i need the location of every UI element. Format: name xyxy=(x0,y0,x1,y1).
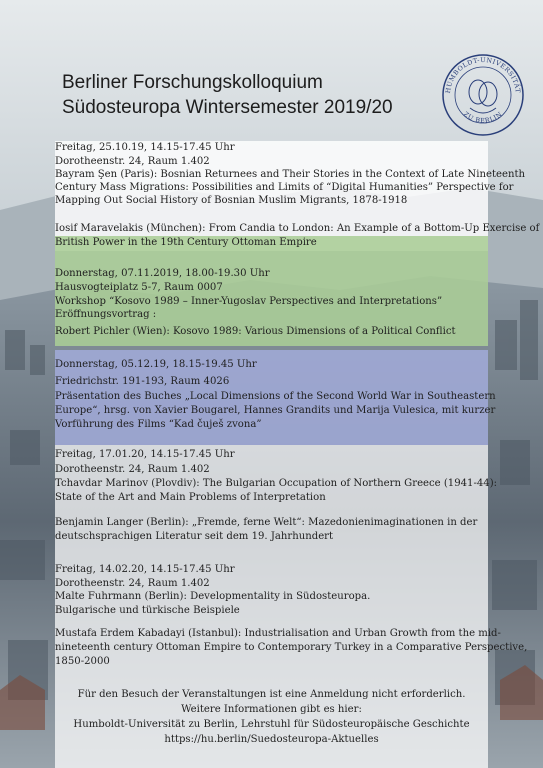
talk-line: nineteenth century Ottoman Empire to Contemporary Turkey in a Comparative Perspective, xyxy=(55,642,528,653)
event-place: Friedrichstr. 191-193, Raum 4026 xyxy=(55,376,230,387)
event-line: Vorführung des Films “Kad čuješ zvona” xyxy=(55,419,262,430)
talk-line: State of the Art and Main Problems of Interpretation xyxy=(55,492,326,503)
footer-line: Weitere Informationen gibt es hier: xyxy=(181,704,362,715)
event-date: Freitag, 14.02.20, 14.15-17.45 Uhr xyxy=(55,564,235,575)
event-line: Eröffnungsvortrag : xyxy=(55,309,157,320)
talk-line: Mustafa Erdem Kabadayi (Istanbul): Industrialisation and Urban Growth from the mid- xyxy=(55,628,501,639)
event-date: Donnerstag, 05.12.19, 18.15-19.45 Uhr xyxy=(55,359,257,370)
svg-text:HUMBOLDT-UNIVERSITÄT xyxy=(445,57,521,94)
title-line-1: Berliner Forschungskolloquium xyxy=(62,72,323,93)
talk-line: Century Mass Migrations: Possibilities and Limits of “Digital Humanities” Perspective for xyxy=(55,182,514,193)
talk-line: Iosif Maravelakis (München): From Candia to London: An Example of a Bottom-Up Exercise of xyxy=(55,223,540,234)
seal-text-bottom: ZU BERLIN xyxy=(462,110,504,125)
footer-line: Für den Besuch der Veranstaltungen ist eine Anmeldung nicht erforderlich. xyxy=(77,689,466,700)
seal-text-top: HUMBOLDT-UNIVERSITÄT xyxy=(444,56,522,94)
poster-title xyxy=(62,70,442,120)
event-place: Dorotheenstr. 24, Raum 1.402 xyxy=(55,578,210,589)
event-date: Freitag, 25.10.19, 14.15-17.45 Uhr xyxy=(55,142,235,153)
talk-line: deutschsprachigen Literatur seit dem 19. Jahrhundert xyxy=(55,531,334,542)
footer-line: Humboldt-Universität zu Berlin, Lehrstuhl für Südosteuropäische Geschichte xyxy=(73,719,470,730)
event-line: Workshop “Kosovo 1989 – Inner-Yugoslav Perspectives and Interpretations” xyxy=(55,296,443,307)
university-seal-logo xyxy=(440,52,526,138)
event-line: Europe“, hrsg. von Xavier Bougarel, Hannes Grandits und Marija Vulesica, mit kurzer xyxy=(55,405,496,416)
event-place: Dorotheenstr. 24, Raum 1.402 xyxy=(55,464,210,475)
talk-line: Malte Fuhrmann (Berlin): Developmentality in Südosteuropa. xyxy=(55,591,371,602)
talk-line: Mapping Out Social History of Bosnian Muslim Migrants, 1878-1918 xyxy=(55,195,408,206)
talk-line: 1850-2000 xyxy=(55,656,110,667)
talk-line: Bayram Şen (Paris): Bosnian Returnees and Their Stories in the Context of Late Nineteenth xyxy=(55,169,526,180)
title-line-2: Südosteuropa Wintersemester 2019/20 xyxy=(62,97,393,118)
talk-line: Bulgarische und türkische Beispiele xyxy=(55,605,240,616)
talk-line: British Power in the 19th Century Ottoman Empire xyxy=(55,237,317,248)
event-place: Hausvogteiplatz 5-7, Raum 0007 xyxy=(55,282,223,293)
event-date: Freitag, 17.01.20, 14.15-17.45 Uhr xyxy=(55,449,235,460)
event-line: Robert Pichler (Wien): Kosovo 1989: Various Dimensions of a Political Conflict xyxy=(55,326,456,337)
event-place: Dorotheenstr. 24, Raum 1.402 xyxy=(55,156,210,167)
event-line: Präsentation des Buches „Local Dimensions of the Second World War in Southeastern xyxy=(55,391,496,402)
event-date: Donnerstag, 07.11.2019, 18.00-19.30 Uhr xyxy=(55,268,270,279)
talk-line: Tchavdar Marinov (Plovdiv): The Bulgarian Occupation of Northern Greece (1941-44): xyxy=(55,478,498,489)
footer-link[interactable]: https://hu.berlin/Suedosteuropa-Aktuelles xyxy=(164,734,379,745)
talk-line: Benjamin Langer (Berlin): „Fremde, ferne Welt“: Mazedonienimaginationen in der xyxy=(55,517,478,528)
